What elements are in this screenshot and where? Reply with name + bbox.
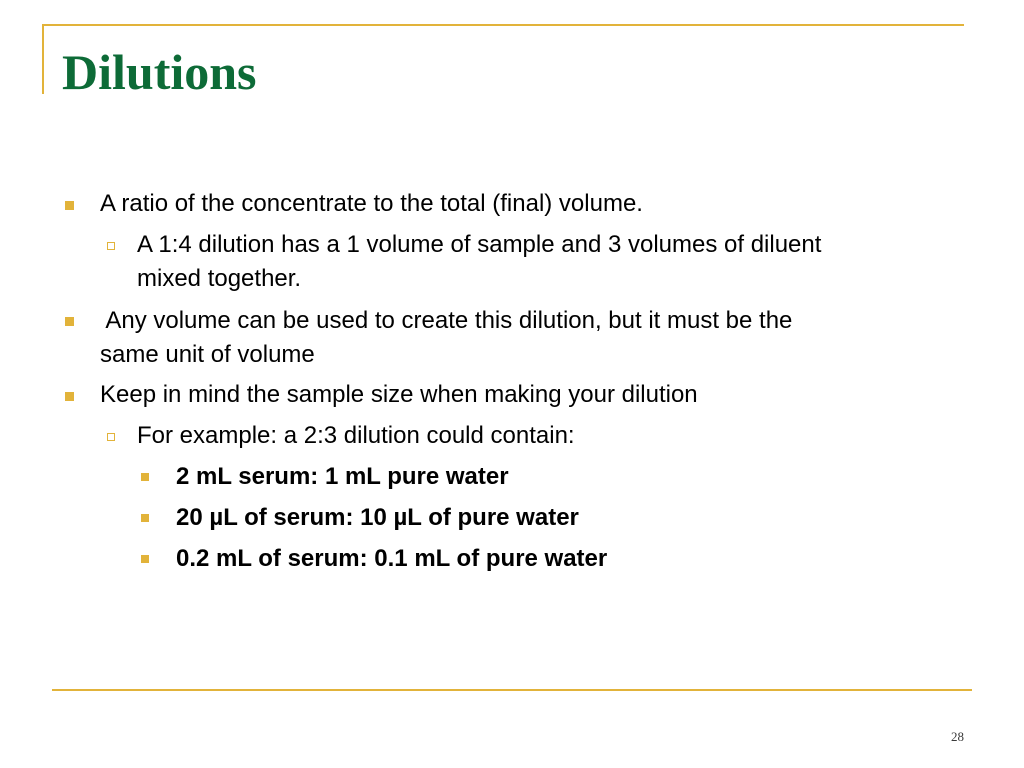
bottom-border-line (52, 689, 972, 691)
sub-sub-bullet-marker (141, 514, 149, 522)
bullet-marker (65, 392, 74, 401)
sub-bullet-text-line: A 1:4 dilution has a 1 volume of sample and 3 volumes of diluent (137, 231, 822, 258)
page-number: 28 (951, 729, 964, 744)
left-border-line (42, 24, 44, 94)
bullet-text-line: Any volume can be used to create this dilution, but it must be the (100, 307, 793, 334)
bullet-marker (65, 201, 74, 210)
sub-bullet-text: For example: a 2:3 dilution could contain: (137, 422, 575, 449)
sub-sub-bullet-text: 0.2 mL of serum: 0.1 mL of pure water (176, 545, 608, 572)
sub-sub-bullet-marker (141, 473, 149, 481)
slide-title: Dilutions (62, 44, 257, 100)
sub-bullet-text-line: mixed together. (137, 265, 302, 292)
top-border-line (44, 24, 964, 26)
bullet-marker (65, 317, 74, 326)
bullet-text: A ratio of the concentrate to the total (final) volume. (100, 190, 643, 217)
bullet-text-line: same unit of volume (100, 341, 315, 368)
sub-sub-bullet-text: 2 mL serum: 1 mL pure water (176, 463, 509, 490)
sub-sub-bullet-marker (141, 555, 149, 563)
bullet-text: Keep in mind the sample size when making your dilution (100, 381, 698, 408)
sub-bullet-marker (107, 242, 115, 250)
sub-sub-bullet-text: 20 µL of serum: 10 µL of pure water (176, 504, 579, 531)
sub-bullet-marker (107, 433, 115, 441)
